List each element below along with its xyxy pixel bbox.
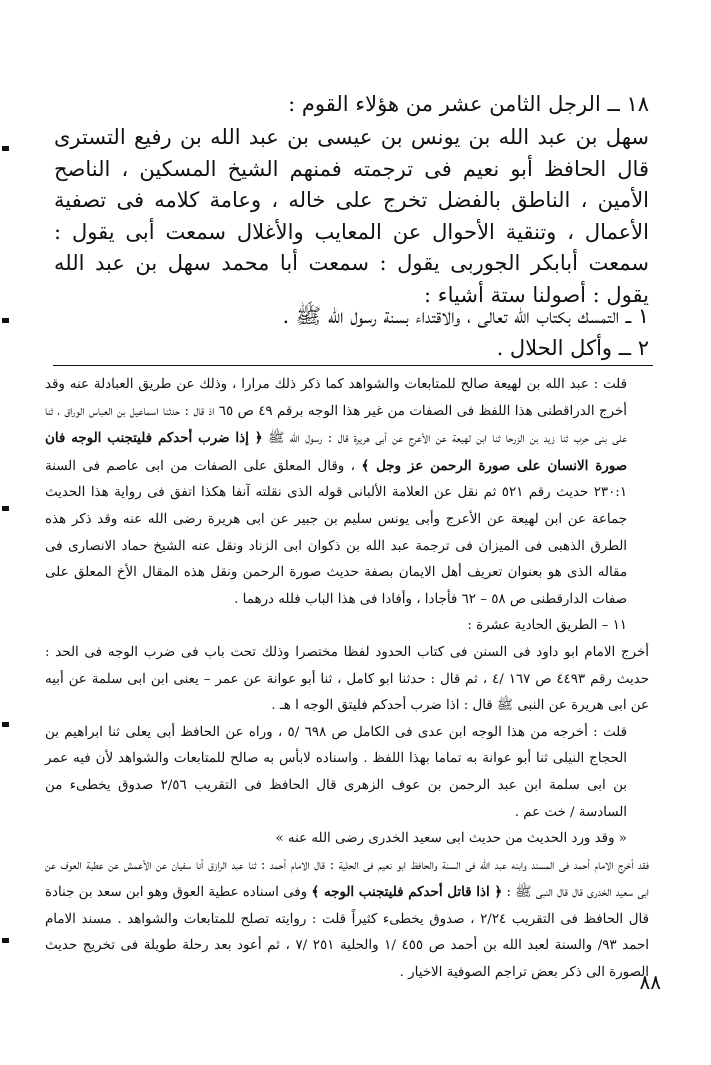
list-item: ٢ ــ وأكل الحلال .	[496, 336, 649, 360]
list-item: ١ ــ التمسك بكتاب الله تعالى ، والاقتداء بسنة رسول الله ﷺ .	[282, 304, 649, 328]
note-text: فقد أخرج الامام أحمد فى المسند وابنه عبد الله فى السنة والحافظ ابو نعيم فى الحلية : قال الامام أحمد : ثنا عبد الرازق أنا سفيان عن الأعمش عن عطية العوف عن ابى سعيد الخدرى قال قال النبى ﷺ :	[45, 857, 649, 901]
hadith-quote: ﴿ إذا ضرب أحدكم فليتجنب الوجه فان صورة الانسان على صورة الرحمن عز وجل ﴾	[45, 430, 627, 474]
main-paragraph: سهل بن عبد الله بن يونس بن عيسى بن عبد الله بن رفيع التسترى قال الحافظ أبو نعيم فى ترجمته فمنهم الشيخ المسكين ، الناصح الأمين ، الناطق بالفضل تخرج على خاله ، وعامة كلامه فى تصفية الأعمال ، وتنقية الأحوال عن المعايب والأغلال سمعت أبى يقول : سمعت أبابكر الجوربى يقول : سمعت أبا محمد سهل بن عبد الله يقول : أصولنا ستة أشياء :	[54, 125, 649, 307]
left-edge-mark	[2, 722, 9, 727]
principles-list	[54, 300, 649, 364]
footnote-divider	[53, 365, 653, 366]
note-paragraph: أخرج الامام ابو داود فى السنن فى كتاب الحدود لفظا مختصرا وذلك تحت باب فى ضرب الوجه فى الحد : حديث رقم ٤٤٩٣ ص ١٦٧ /٤ ، ثم قال : حدثنا ابو كامل ، ثنا أبو عوانة عن عمر – يعنى ابن ابى سلمة عن أبيه عن ابى هريرة عن النبى ﷺ قال : اذا ضرب أحدكم فليتق الوجه ا هـ .	[45, 644, 649, 714]
note-text: قلت : عبد الله بن لهيعة صالح للمتابعات والشواهد كما ذكر ذلك مرارا ، وذلك عن طريق العبادلة عنه وقد أخرج الدراقطنى هذا اللفظ فى الصفات من غير هذا الوجه برقم ٤٩ ص ٦٥ اذ قال : حدثنا اسماعيل بن العباس الوراق ، ثنا على بنى حرب ثنا زيد بن الزرحا ثنا ابن لهيعة عن الأعرج عن أبى هريرة قال : رسول الله ﷺ	[45, 377, 628, 447]
note-text: ، وقال المعلق على الصفات من ابى عاصم فى السنة ٢٣٠:١ حديث رقم ٥٢١ ثم نقل عن العلامة الألبانى قوله الذى نقلته آنفا هكذا اتفق فى رواية هذا الحديث جماعة عن ابن لهيعة عن الأعرج وأبى يونس سليم بن جبير عن ابى هريرة رضى الله عنه وقد ذكر هذه الطرق الذهبى فى الميزان فى ترجمة عبد الله بن ذكوان ابى الزناد ونقل عنه الشيخ حماد الانصارى فى مقاله الذى هو بعنوان تعريف أهل الايمان بصفة حديث صورة الرحمن ونقل هذه المقال الأخ المعلق على صفات الدارقطنى ص ٥٨ – ٦٢ فأجادا ، وأفادا فى هذا الباب فلله درهما .	[45, 458, 628, 607]
note-subheading: ١١ – الطريق الحادية عشرة :	[467, 618, 627, 634]
left-edge-mark	[2, 506, 9, 511]
page-number: ٨٨	[639, 970, 661, 994]
note-paragraph	[45, 853, 649, 987]
note-text: وفى اسناده عطية العوق وهو ابن سعد بن جنادة قال الحافظ فى التقريب ٢/٢٤ ، صدوق يخطىء كثيراً قلت : روايته تصلح للمتابعات والشواهد . مسند الامام احمد ٩٣/ والسنة لعبد الله بن أحمد ص ٤٥٥ /١ والحلية ٢٥١ /٧ ، ثم أعود بعد رحلة طويلة فى تخريج حديث الصورة الى ذكر بعض تراجم الصوفية الاخيار .	[45, 885, 649, 981]
left-edge-mark	[2, 146, 9, 151]
footnotes	[45, 372, 649, 987]
note-paragraph: « وقد ورد الحديث من حديث ابى سعيد الخدرى رضى الله عنه »	[275, 831, 627, 847]
hadith-quote: ﴿ اذا قاتل أحدكم فليتجنب الوجه ﴾	[311, 884, 503, 901]
left-edge-mark	[2, 938, 9, 943]
section-heading: ١٨ ــ الرجل الثامن عشر من هؤلاء القوم :	[288, 92, 649, 116]
note-paragraph: قلت : أخرجه من هذا الوجه ابن عدى فى الكامل ص ٦٩٨ /٥ ، وراه عن الحافظ أبى يعلى ثنا ابراهيم بن الحجاج النيلى ثنا أبو عوانة به تماما بهذا اللفظ . واسناده لابأس به صالح للمتابعات والشواهد لأن فيه عمر بن ابى سلمة ابن عبد الرحمن بن عوف الزهرى قال الحافظ فى التقريب ٢/٥٦ صدوق يخطىء من السادسة / خت عم .	[45, 724, 627, 820]
note-paragraph	[45, 372, 649, 613]
left-edge-mark	[2, 318, 9, 323]
